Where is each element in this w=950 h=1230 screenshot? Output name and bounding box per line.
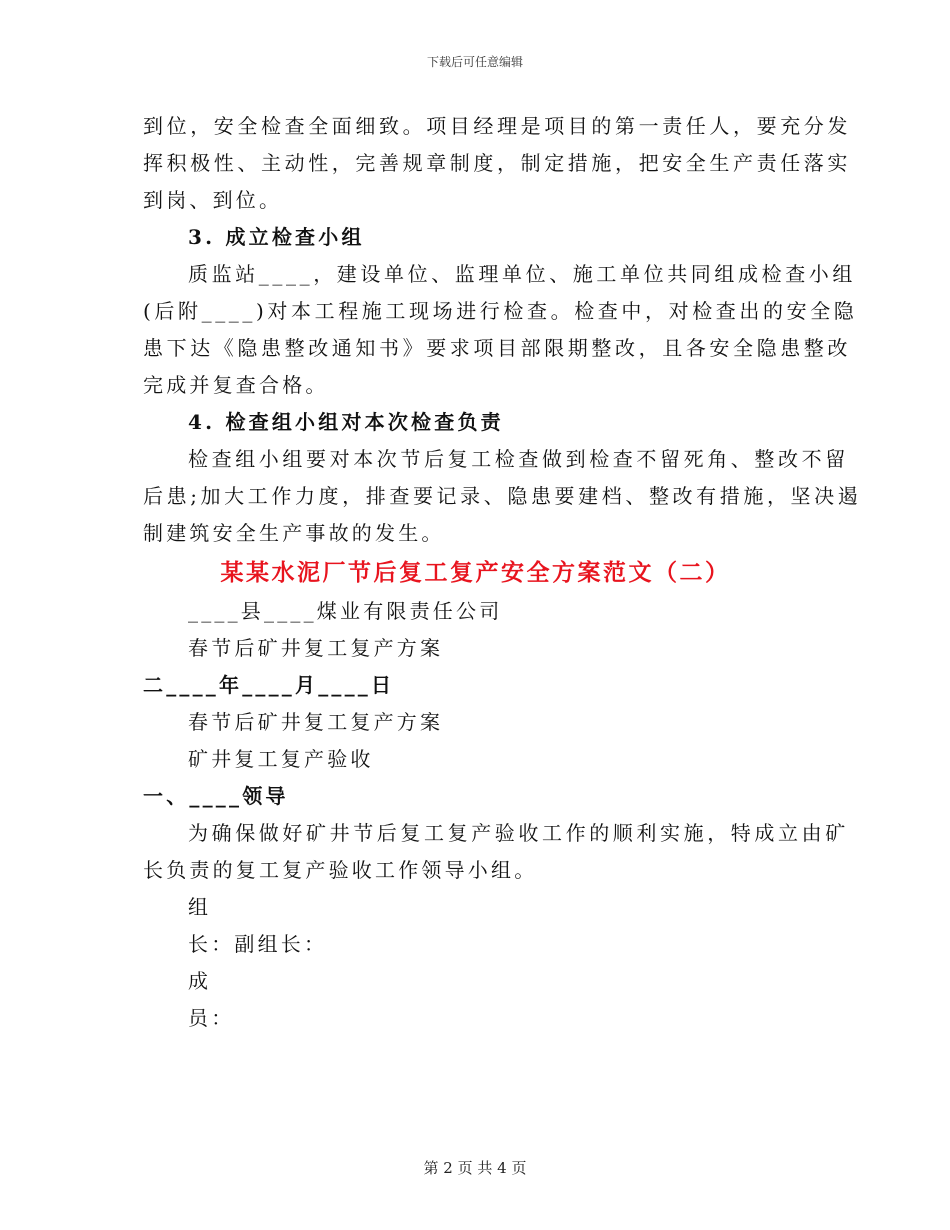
paragraph-line: 到岗、到位。 [143,188,283,212]
plan-title-line: 春节后矿井复工复产方案 [188,710,444,734]
document-body [143,108,862,1037]
page-header-note: 下载后可任意编辑 [426,55,523,69]
paragraph-line: (后附____)对本工程施工现场进行检查。检查中，对检查出的安全隐 [143,299,858,323]
paragraph-line: 长负责的复工复产验收工作领导小组。 [143,858,538,882]
plan-title-line: 春节后矿井复工复产方案 [188,636,444,660]
company-line: ____县____煤业有限责任公司 [188,599,503,623]
date-line: 二____年____月____日 [143,673,395,697]
acceptance-line: 矿井复工复产验收 [188,747,374,771]
paragraph-line: 挥积极性、主动性，完善规章制度，制定措施，把安全生产责任落实 [143,151,851,175]
section-heading: 3. 成立检查小组 [188,225,365,249]
paragraph-line: 为确保做好矿井节后复工复产验收工作的顺利实施，特成立由矿 [188,821,849,845]
document-title: 某某水泥厂节后复工复产安全方案范文（二） [220,559,731,586]
roster-line: 长：副组长： [188,932,328,956]
roster-line: 组 [188,895,212,919]
section-heading: 4. 检查组小组对本次检查负责 [188,410,504,434]
section-heading: 一、____领导 [143,784,289,808]
paragraph-line: 检查组小组要对本次节后复工检查做到检查不留死角、整改不留 [188,447,849,471]
paragraph-line: 到位，安全检查全面细致。项目经理是项目的第一责任人，要充分发 [143,114,851,138]
roster-line: 成 [188,969,212,993]
roster-line: 员： [188,1006,235,1030]
paragraph-line: 后患;加大工作力度，排查要记录、隐患要建档、整改有措施，坚决遏 [143,484,862,508]
paragraph-line: 完成并复查合格。 [143,373,329,397]
paragraph-line: 患下达《隐患整改通知书》要求项目部限期整改，且各安全隐患整改 [143,336,851,360]
paragraph-line: 质监站____，建设单位、监理单位、施工单位共同组成检查小组 [188,262,856,286]
page-number: 第 2 页 共 4 页 [423,1159,527,1177]
paragraph-line: 制建筑安全生产事故的发生。 [143,521,445,545]
